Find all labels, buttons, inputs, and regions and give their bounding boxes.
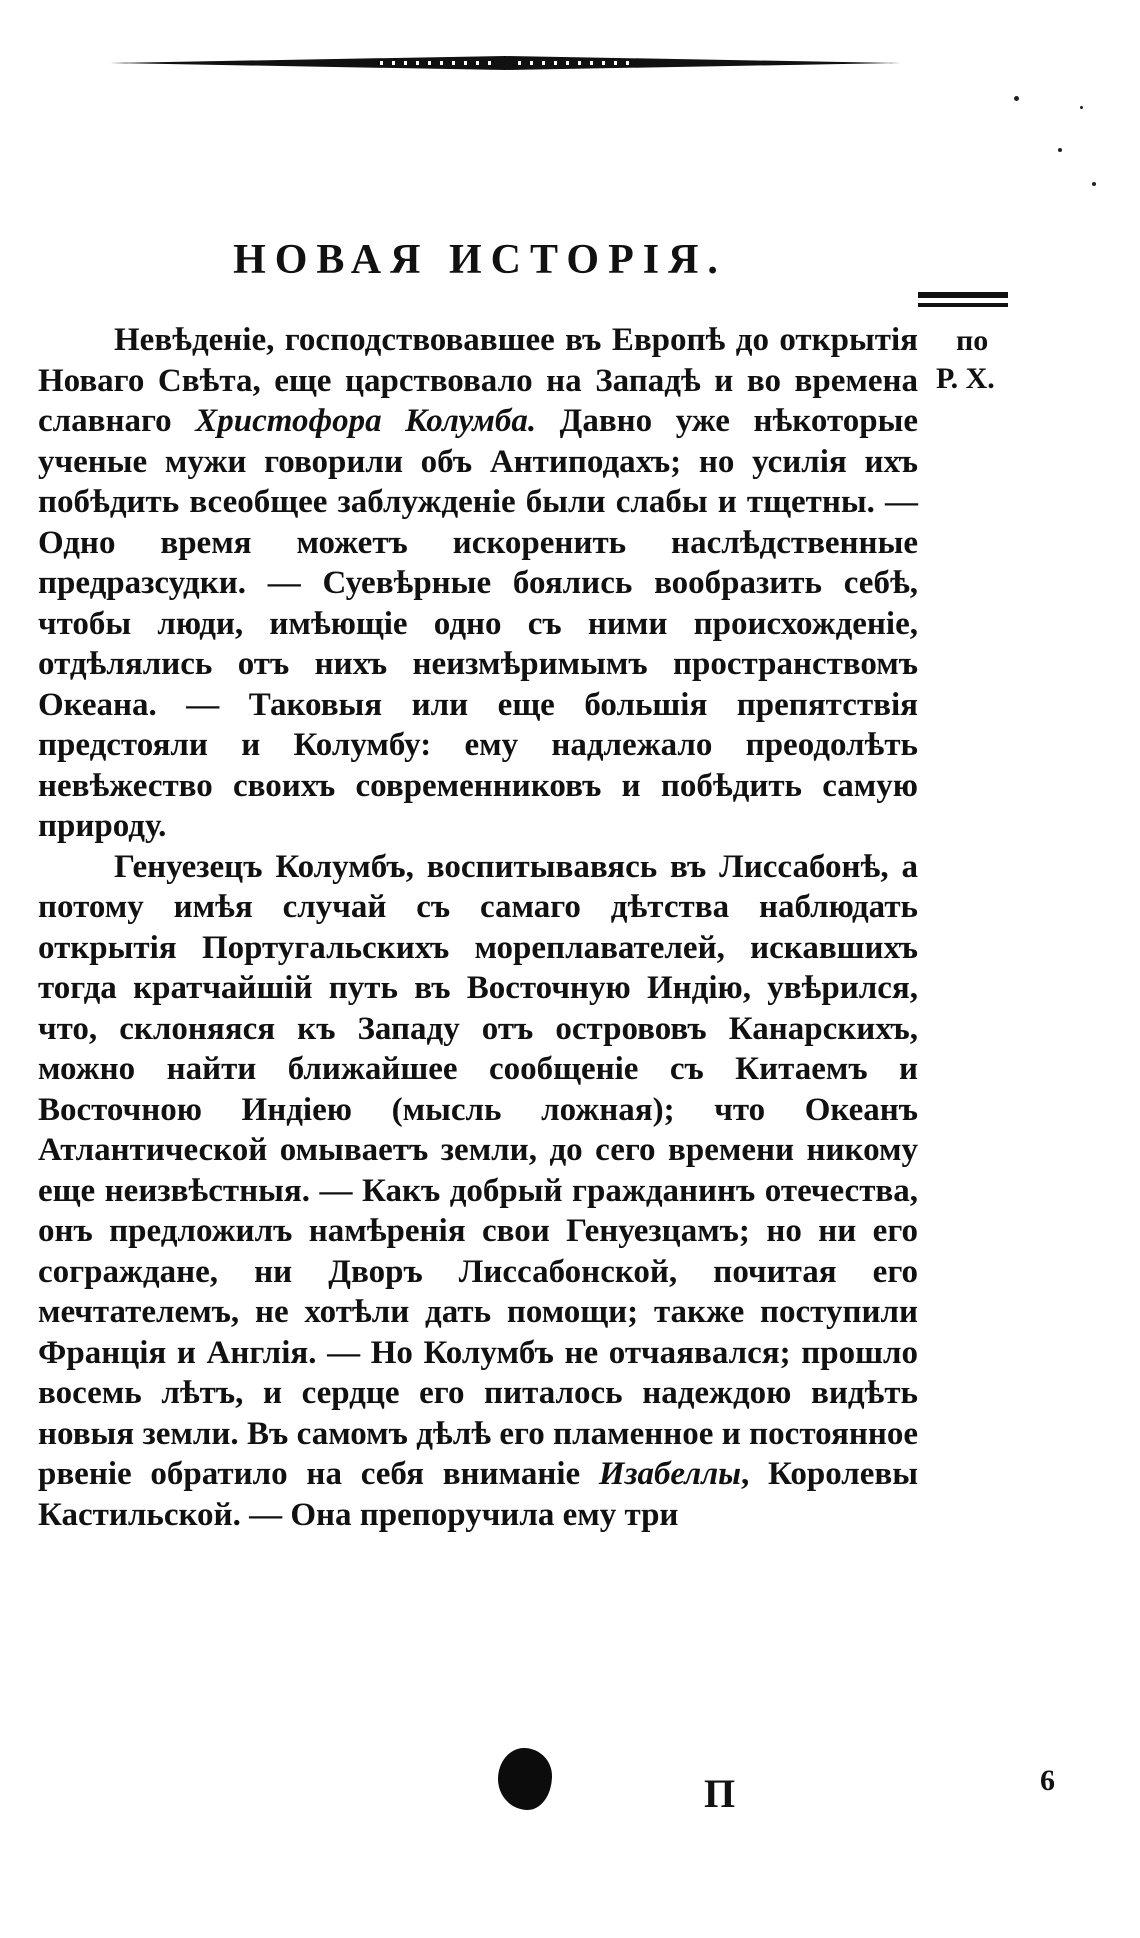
- ink-speck: [1080, 106, 1083, 109]
- italic-name: Христофора Колумба.: [195, 403, 537, 439]
- chapter-title: НОВАЯ ИСТОРІЯ.: [233, 237, 727, 283]
- body-text: [38, 320, 918, 1535]
- margin-era-note: [936, 322, 1056, 398]
- corner-mark: 6: [1040, 1764, 1055, 1797]
- paragraph-2: [38, 847, 918, 1536]
- text-run: Давно уже нѣкоторые ученые мужи говорили объ Антиподахъ; но усилія ихъ побѣдить всеобщее заблужденіе были слабы и тщетны. — Одно время можетъ искоренить наслѣдственные предразсудки. — Суевѣрные боялись вообразить себѣ, чтобы люди, имѣющіе одно съ ними происхожденіе, отдѣлялись отъ нихъ неизмѣримымъ пространствомъ Океана. — Таковыя или еще большія препятствія предстояли и Колумбу: ему надлежало преодолѣть невѣжество своихъ современниковъ и побѣдить самую природу.: [38, 403, 918, 844]
- margin-double-rule: [918, 290, 1008, 312]
- ink-speck: [1014, 96, 1019, 101]
- margin-era-line2: Р. Х.: [936, 362, 995, 395]
- ornamental-top-rule: [110, 54, 900, 72]
- italic-name: Изабеллы: [598, 1456, 742, 1492]
- signature-mark: П: [704, 1771, 736, 1816]
- text-run: , Королевы Кастильской. — Она препоручила ему три: [38, 1456, 919, 1533]
- paragraph-1: [38, 320, 918, 847]
- ink-speck: [1058, 148, 1062, 152]
- text-run: Генуезецъ Колумбъ, воспитывавясь въ Лиссабонѣ, а потому имѣя случай съ самаго дѣтства наблюдать открытія Португальскихъ мореплавателей, искавшихъ тогда кратчайшій путь въ Восточную Индію, увѣрился, что, склоняяся къ Западу отъ острововъ Канарскихъ, можно найти ближайшее сообщеніе съ Китаемъ и Восточною Индіею (мысль ложная); что Океанъ Атлантической омываетъ земли, до сего времени никому еще неизвѣстныя. — Какъ добрый гражданинъ отечества, онъ предложилъ намѣренія свои Генуезцамъ; но ни его сограждане, ни Дворъ Лиссабонской, почитая его мечтателемъ, не хотѣли дать помощи; также поступили Франція и Англія. — Но Колумбъ не отчаявался; прошло восемь лѣтъ, и сердце его питалось надеждою видѣть новыя земли. Въ самомъ дѣлѣ его пламенное и постоянное рвеніе обратило на себя вниманіе: [38, 848, 918, 1492]
- ink-speck: [1092, 182, 1096, 186]
- text-run: Невѣденіе, господствовавшее въ Европѣ до открытія Новаго Свѣта, еще царствовало на Западѣ и во времена славнаго: [38, 322, 918, 439]
- margin-era-line1: по: [956, 324, 989, 357]
- ink-blot: [498, 1748, 552, 1810]
